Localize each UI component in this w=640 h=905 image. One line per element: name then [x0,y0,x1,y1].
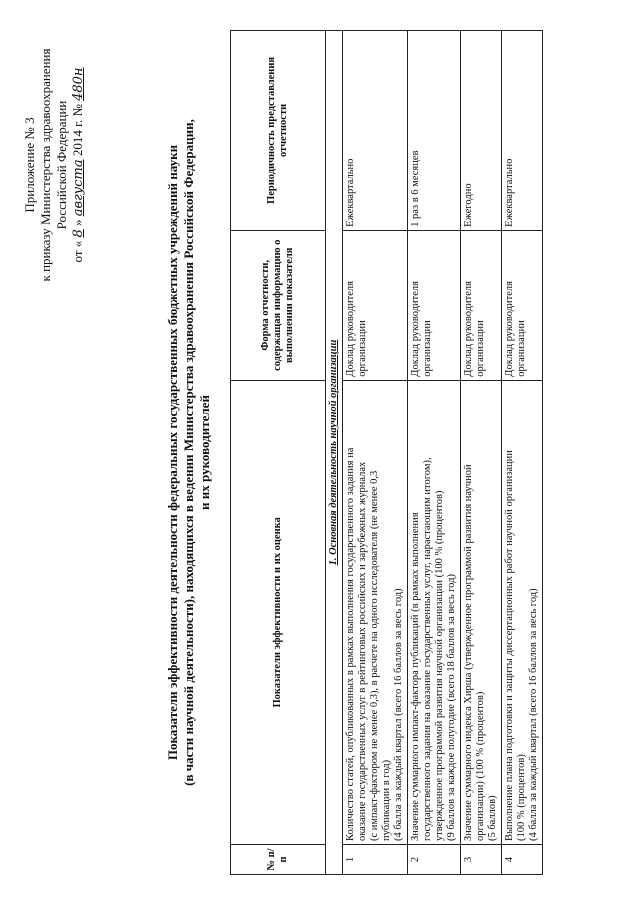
row-indicator [461,380,502,844]
row-indicator [343,380,408,844]
date-prefix: от « [70,240,85,263]
indicator-line: Значение суммарного импакт-фактора публикаций (в рамках выполнения [410,512,421,842]
indicator-line: государственного задания на оказание государственных услуг, нарастающим итогом), [422,457,433,842]
indicators-table [230,30,543,875]
indicator-line: (5 баллов) [487,795,498,842]
order-number: 480н [71,67,86,101]
indicator-line: организации) (100 % (процентов) [475,691,486,842]
indicator-line: Количество статей, опубликованных в рамках выполнения государственного задания на [345,447,356,842]
row-periodicity: Ежегодно [461,31,502,231]
indicator-line: (4 балла за каждый квартал (всего 16 баллов за весь год) [528,588,539,842]
row-number: 4 [502,845,543,875]
row-number: 1 [343,845,408,875]
indicator-line: Выполнение плана подготовки и защиты диссертационных работ научной организации [504,450,515,842]
title-line-2: (в части научной деятельности), находящихся в ведении Министерства здравоохранения Российской Федерации, [181,119,196,786]
indicator-line: оказание государственных услуг в рейтинговых российских и зарубежных журналах [357,461,368,842]
date-year: 2014 г. № [70,104,85,157]
annex-number: Приложение № 3 [22,117,37,213]
row-indicator [502,380,543,844]
indicator-line: (100 % (процентов) [516,754,527,842]
header-form: Форма отчетности, содержащая информацию о выполнении показателя [231,230,326,380]
table-header-row [231,31,326,875]
row-report-form: Доклад руководителя организации [343,230,408,380]
table-row [408,31,461,875]
indicator-line: (с импакт-фактором не менее 0,3), в расчете на одного исследователя (не менее 0,3 [369,470,380,842]
row-periodicity: 1 раз в 6 месяцев [408,31,461,231]
title-line-3: и их руководителей [197,395,212,510]
row-periodicity: Ежеквартально [343,31,408,231]
section-title: 1. Основная деятельность научной организации [326,31,343,875]
row-indicator [408,380,461,844]
row-report-form: Доклад руководителя организации [461,230,502,380]
row-periodicity: Ежеквартально [502,31,543,231]
indicator-line: (9 баллов за каждое полугодие (всего 18 баллов за весь год) [446,574,457,842]
date-month: августа [71,159,86,217]
header-num: № п/п [231,845,326,875]
title-line-1: Показатели эффективности деятельности федеральных государственных бюджетных учреждений науки [165,144,180,761]
section-row [326,31,343,875]
annex-date-line [70,15,87,315]
date-day: 8 [71,229,86,238]
annex-header [22,15,87,315]
header-period: Периодичность представления отчетности [231,31,326,231]
date-mid: » [70,219,85,226]
row-report-form: Доклад руководителя организации [502,230,543,380]
indicator-line: Значение суммарного индекса Хирша (утвержденное программой развития научной [463,464,474,842]
indicator-line: публикации в год) [381,759,392,842]
indicator-line: утвержденное программой развития научной организации (100 % (процентов) [434,490,445,842]
annex-order-line: к приказу Министерства здравоохранения [38,48,53,282]
indicator-line: (4 балла за каждый квартал (всего 16 баллов за весь год) [393,588,404,842]
row-report-form: Доклад руководителя организации [408,230,461,380]
table-row [343,31,408,875]
row-number: 3 [461,845,502,875]
document-title [165,30,213,875]
annex-ministry-line: Российской Федерации [54,100,69,230]
header-indicator: Показатели эффективности и их оценка [231,380,326,844]
table-row [461,31,502,875]
table-row [502,31,543,875]
row-number: 2 [408,845,461,875]
